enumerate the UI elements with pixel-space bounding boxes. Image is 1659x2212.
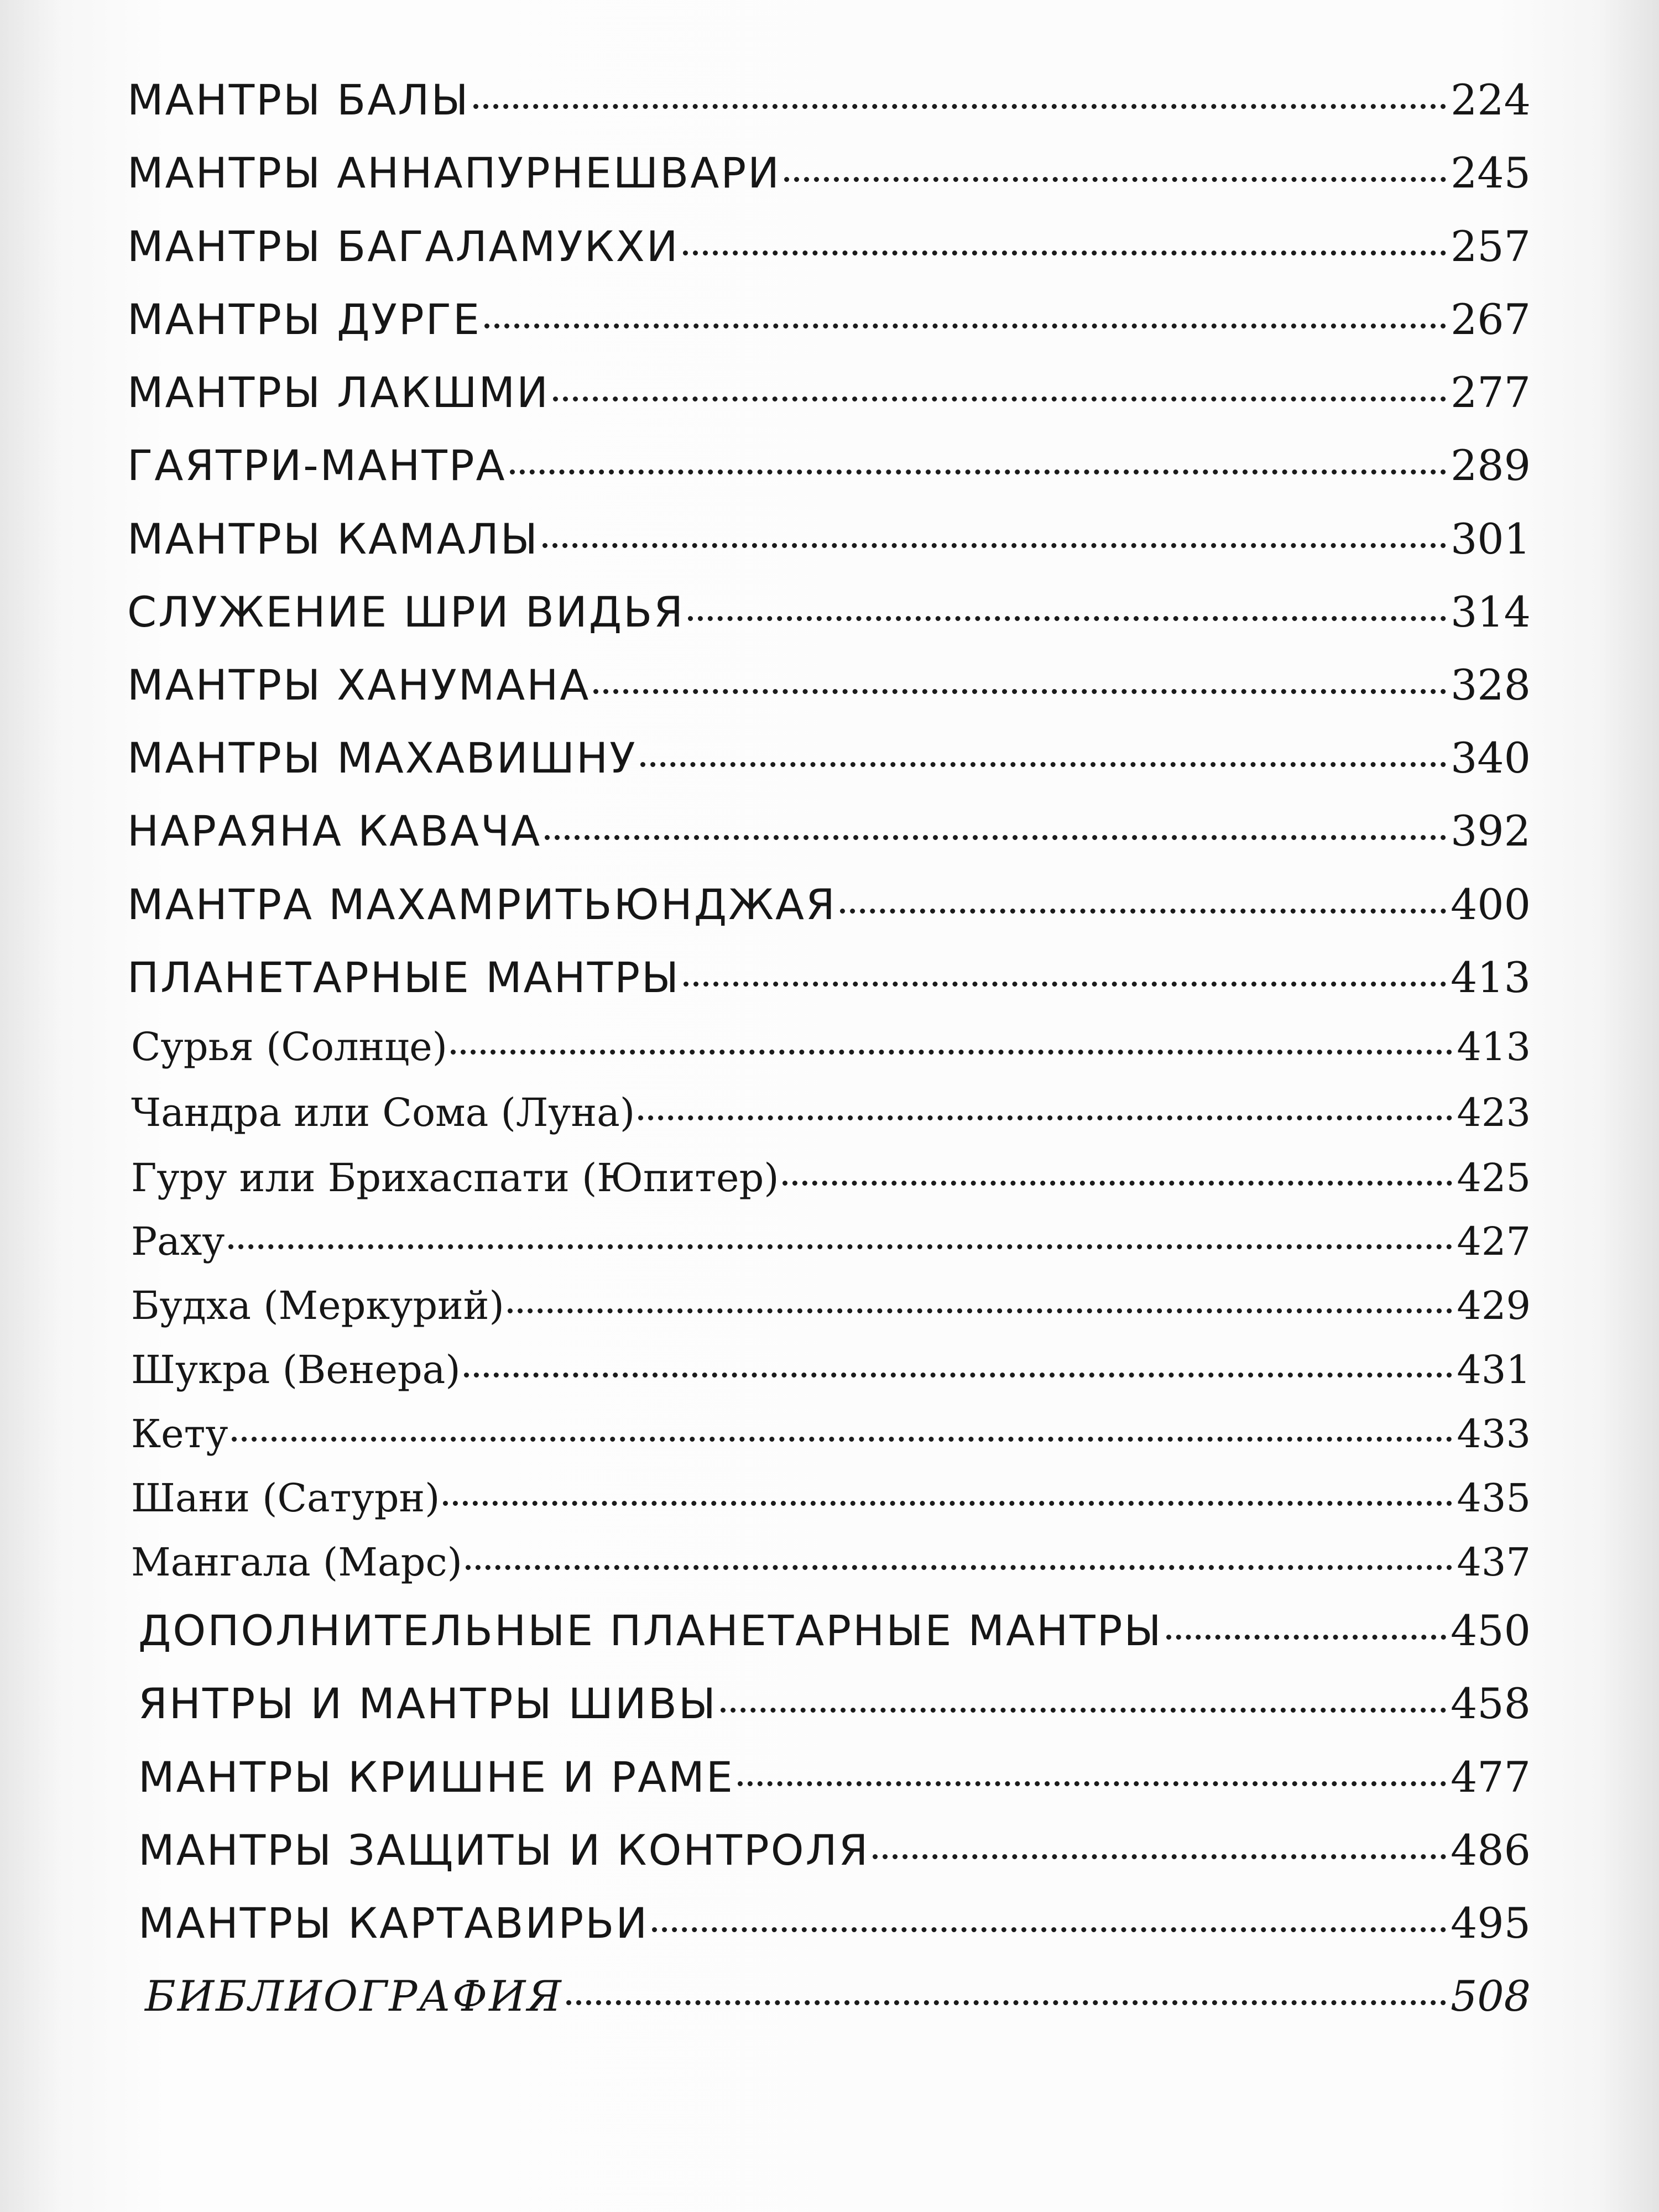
toc-entry-page-number: 314 [1450,587,1531,637]
toc-entry-title: МАНТРЫ ЛАКШМИ [127,368,550,417]
toc-entry-page-number: 289 [1450,441,1531,490]
toc-entry-title: НАРАЯНА КАВАЧА [127,806,542,855]
toc-entry-page-number: 224 [1450,75,1531,124]
toc-entry-title: Кету [131,1411,228,1457]
toc-entry-title: Сурья (Солнце) [131,1024,447,1070]
toc-entry-title: ЯНТРЫ И МАНТРЫ ШИВЫ [138,1679,717,1728]
toc-entry-title: МАНТРЫ ДУРГЕ [127,295,482,344]
toc-entry-shiva-yantras-mantras [138,1671,1531,1737]
toc-entry-title: МАНТРЫ БАЛЫ [127,75,470,124]
dot-leader [638,1115,1452,1120]
toc-entry-page-number: 301 [1450,514,1531,564]
toc-entry-page-number: 400 [1450,880,1531,929]
toc-entry-page-number: 277 [1450,368,1531,417]
dot-leader [652,1927,1446,1932]
toc-entry-krishna-rama-mantras [138,1744,1531,1811]
toc-entry-page-number: 431 [1457,1347,1531,1392]
toc-subentry-budha [131,1272,1531,1339]
dot-leader [545,835,1446,840]
toc-entry-annapurneshvari-mantras [127,140,1531,206]
toc-subentry-shukra [131,1337,1531,1403]
dot-leader [508,1308,1453,1313]
dot-leader [782,1181,1453,1186]
toc-subentry-surya [131,1014,1531,1080]
dot-leader [566,2000,1446,2005]
toc-entry-title: Шукра (Венера) [131,1347,461,1392]
toc-entry-kartavirya-mantras [138,1890,1531,1957]
dot-leader [873,1854,1446,1859]
toc-entry-page-number: 435 [1457,1475,1531,1521]
toc-entry-bala-mantras [127,67,1531,133]
toc-entry-page-number: 495 [1450,1898,1531,1948]
toc-entry-title: МАНТРЫ АННАПУРНЕШВАРИ [127,148,781,197]
toc-entry-page-number: 458 [1450,1679,1531,1728]
toc-entry-page-number: 486 [1450,1825,1531,1875]
dot-leader [443,1501,1452,1506]
dot-leader [484,324,1446,328]
toc-entry-additional-planetary-mantras [138,1598,1531,1664]
dot-leader [784,177,1446,182]
toc-entry-title: МАНТРЫ КРИШНЕ И РАМЕ [138,1752,734,1802]
dot-leader [840,909,1446,914]
toc-entry-title: Чандра или Сома (Луна) [131,1090,635,1135]
toc-subentry-ketu [131,1401,1531,1467]
toc-entry-title: Будха (Меркурий) [131,1283,504,1328]
toc-entry-bagalamukhi-mantras [127,213,1531,280]
dot-leader [721,1708,1446,1713]
toc-entry-page-number: 423 [1457,1090,1531,1135]
toc-entry-title: МАНТРЫ МАХАВИШНУ [127,733,637,782]
toc-entry-page-number: 450 [1450,1606,1531,1655]
toc-subentry-rahu [131,1208,1531,1275]
dot-leader [593,689,1446,694]
toc-entry-hanuman-mantras [127,652,1531,718]
toc-entry-title: ДОПОЛНИТЕЛЬНЫЕ ПЛАНЕТАРНЫЕ МАНТРЫ [138,1606,1163,1655]
toc-entry-page-number: 508 [1450,1971,1531,2021]
toc-entry-page-number: 245 [1450,148,1531,197]
toc-entry-page-number: 425 [1457,1155,1531,1201]
toc-entry-page-number: 427 [1457,1219,1531,1264]
toc-entry-mahamrityunjaya-mantra [127,872,1531,938]
dot-leader [232,1437,1453,1442]
toc-entry-page-number: 392 [1450,806,1531,855]
toc-entry-title: МАНТРА МАХАМРИТЬЮНДЖАЯ [127,880,837,929]
toc-entry-page-number: 257 [1450,222,1531,271]
toc-entry-page-number: 437 [1457,1540,1531,1585]
toc-entry-planetary-mantras [127,945,1531,1011]
dot-leader [466,1565,1452,1570]
toc-entry-title: ГАЯТРИ-МАНТРА [127,441,507,490]
toc-entry-gayatri-mantra [127,432,1531,499]
toc-entry-title: Шани (Сатурн) [131,1475,440,1521]
toc-entry-title: МАНТРЫ КАРТАВИРЬИ [138,1898,649,1948]
toc-entry-lakshmi-mantras [127,359,1531,426]
toc-entry-page-number: 328 [1450,660,1531,709]
toc-entry-mahavishnu-mantras [127,725,1531,791]
dot-leader [640,762,1446,767]
toc-entry-kamala-mantras [127,506,1531,572]
dot-leader [684,982,1446,987]
dot-leader [683,251,1446,255]
toc-entry-title: МАНТРЫ ЗАЩИТЫ И КОНТРОЛЯ [138,1825,870,1875]
dot-leader [1166,1635,1446,1640]
toc-entry-title: БИБЛИОГРАФИЯ [145,1971,563,2021]
toc-entry-title: ПЛАНЕТАРНЫЕ МАНТРЫ [127,953,681,1002]
toc-entry-page-number: 429 [1457,1283,1531,1328]
toc-entry-page-number: 267 [1450,295,1531,344]
toc-entry-title: МАНТРЫ БАГАЛАМУКХИ [127,222,680,271]
toc-subentry-chandra [131,1079,1531,1146]
toc-entry-page-number: 340 [1450,733,1531,782]
toc-entry-title: Раху [131,1219,225,1264]
toc-subentry-mangala [131,1529,1531,1595]
toc-entry-title: МАНТРЫ КАМАЛЫ [127,514,539,564]
toc-entry-narayana-kavacha [127,798,1531,864]
dot-leader [738,1781,1446,1786]
toc-entry-title: МАНТРЫ ХАНУМАНА [127,660,591,709]
toc-entry-page-number: 413 [1457,1024,1531,1070]
dot-leader [542,543,1446,548]
toc-entry-protection-control-mantras [138,1817,1531,1884]
dot-leader [510,469,1446,474]
toc-entry-title: СЛУЖЕНИЕ ШРИ ВИДЬЯ [127,587,685,637]
dot-leader [464,1373,1453,1378]
toc-entry-shri-vidya-service [127,579,1531,645]
toc-entry-title: Мангала (Марс) [131,1540,462,1585]
dot-leader [553,397,1446,401]
toc-entry-bibliography [145,1963,1531,2030]
toc-entry-page-number: 413 [1450,953,1531,1002]
dot-leader [228,1244,1453,1249]
dot-leader [473,104,1446,109]
toc-entry-durga-mantras [127,286,1531,353]
toc-subentry-guru [131,1145,1531,1211]
toc-entry-page-number: 433 [1457,1411,1531,1457]
toc-entry-title: Гуру или Брихаспати (Юпитер) [131,1155,779,1201]
dot-leader [688,616,1446,621]
toc-subentry-shani [131,1465,1531,1531]
toc-entry-page-number: 477 [1450,1752,1531,1802]
dot-leader [451,1050,1452,1055]
